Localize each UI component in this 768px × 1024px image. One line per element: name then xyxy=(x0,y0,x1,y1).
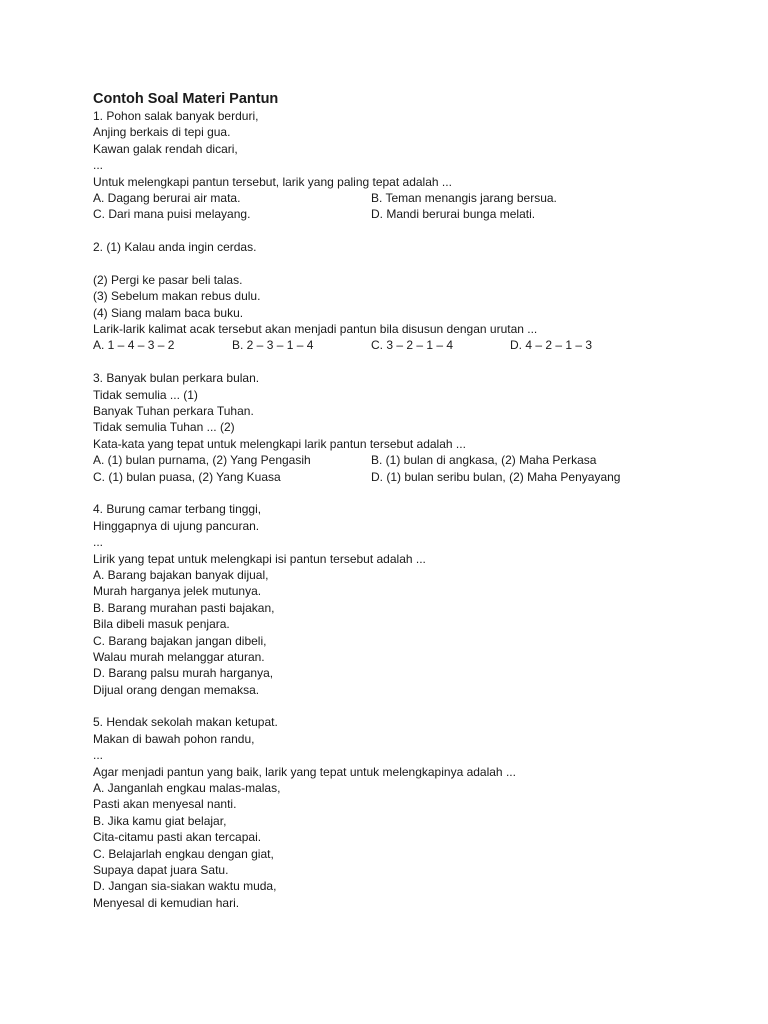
q5-option-a-line-2: Pasti akan menyesal nanti. xyxy=(93,797,237,812)
spacer xyxy=(93,223,693,239)
q5-option-c: C. Belajarlah engkau dengan giat, xyxy=(93,846,274,861)
q3-option-d: D. (1) bulan seribu bulan, (2) Maha Penyayang xyxy=(371,469,621,484)
q4-option-c-line-2: Walau murah melanggar aturan. xyxy=(93,649,265,664)
q1-option-d: D. Mandi berurai bunga melati. xyxy=(371,207,536,222)
q1-option-a: A. Dagang berurai air mata. xyxy=(93,190,241,205)
q2-option-b: B. 2 – 3 – 1 – 4 xyxy=(232,338,314,353)
q3-line: Tidak semulia Tuhan ... (2) xyxy=(93,420,235,435)
q5-option-c-line-2: Supaya dapat juara Satu. xyxy=(93,862,229,877)
q3-prompt: Kata-kata yang tepat untuk melengkapi larik pantun tersebut adalah ... xyxy=(93,436,466,451)
q3-option-a: A. (1) bulan purnama, (2) Yang Pengasih xyxy=(93,453,311,468)
q5-prompt: Agar menjadi pantun yang baik, larik yang tepat untuk melengkapinya adalah ... xyxy=(93,764,516,779)
q2-line: (3) Sebelum makan rebus dulu. xyxy=(93,289,261,304)
q4-option-d: D. Barang palsu murah harganya, xyxy=(93,666,274,681)
q4-line: Hinggapnya di ujung pancuran. xyxy=(93,518,260,533)
q1-options-row-2 xyxy=(93,206,693,222)
question-3 xyxy=(93,370,693,485)
spacer xyxy=(93,485,693,501)
q3-line: Tidak semulia ... (1) xyxy=(93,387,198,402)
q2-option-d: D. 4 – 2 – 1 – 3 xyxy=(510,338,593,353)
q1-options-row-1 xyxy=(93,190,693,206)
q4-option-c: C. Barang bajakan jangan dibeli, xyxy=(93,633,267,648)
spacer xyxy=(93,256,693,272)
q5-line: ... xyxy=(93,748,104,763)
q5-option-d-line-2: Menyesal di kemudian hari. xyxy=(93,895,240,910)
q5-option-a: A. Janganlah engkau malas-malas, xyxy=(93,781,281,796)
q2-option-a: A. 1 – 4 – 3 – 2 xyxy=(93,338,175,353)
q1-option-c: C. Dari mana puisi melayang. xyxy=(93,207,251,222)
q2-option-c: C. 3 – 2 – 1 – 4 xyxy=(371,338,454,353)
q3-options-row-1 xyxy=(93,452,693,468)
q4-option-d-line-2: Dijual orang dengan memaksa. xyxy=(93,682,260,697)
q5-option-d: D. Jangan sia-siakan waktu muda, xyxy=(93,879,277,894)
q4-option-b: B. Barang murahan pasti bajakan, xyxy=(93,600,275,615)
q2-prompt: Larik-larik kalimat acak tersebut akan menjadi pantun bila disusun dengan urutan ... xyxy=(93,322,538,337)
q3-line: Banyak Tuhan perkara Tuhan. xyxy=(93,404,254,419)
q1-line: Kawan galak rendah dicari, xyxy=(93,141,238,156)
q3-option-b: B. (1) bulan di angkasa, (2) Maha Perkasa xyxy=(371,453,597,468)
q5-option-b: B. Jika kamu giat belajar, xyxy=(93,813,227,828)
q3-options-row-2 xyxy=(93,469,693,485)
question-5 xyxy=(93,714,693,911)
question-1 xyxy=(93,108,693,223)
q1-line: ... xyxy=(93,158,104,173)
q2-line: 2. (1) Kalau anda ingin cerdas. xyxy=(93,240,257,255)
document-content xyxy=(93,90,693,911)
q5-option-b-line-2: Cita-citamu pasti akan tercapai. xyxy=(93,830,262,845)
q2-line: (4) Siang malam baca buku. xyxy=(93,305,244,320)
q4-option-a: A. Barang bajakan banyak dijual, xyxy=(93,567,269,582)
q4-option-b-line-2: Bila dibeli masuk penjara. xyxy=(93,617,230,632)
spacer xyxy=(93,698,693,714)
question-2 xyxy=(93,239,693,354)
q3-option-c: C. (1) bulan puasa, (2) Yang Kuasa xyxy=(93,469,281,484)
q2-line: (2) Pergi ke pasar beli talas. xyxy=(93,272,243,287)
q1-option-b: B. Teman menangis jarang bersua. xyxy=(371,190,557,205)
q2-options-row xyxy=(93,337,693,353)
q1-line: 1. Pohon salak banyak berduri, xyxy=(93,109,259,123)
q4-option-a-line-2: Murah harganya jelek mutunya. xyxy=(93,584,262,599)
document-title: Contoh Soal Materi Pantun xyxy=(93,91,279,107)
q4-line: ... xyxy=(93,535,104,550)
question-4 xyxy=(93,501,693,698)
q4-line: 4. Burung camar terbang tinggi, xyxy=(93,502,262,517)
q1-line: Anjing berkais di tepi gua. xyxy=(93,125,231,140)
q4-prompt: Lirik yang tepat untuk melengkapi isi pantun tersebut adalah ... xyxy=(93,551,426,566)
q3-line: 3. Banyak bulan perkara bulan. xyxy=(93,371,260,386)
q1-prompt: Untuk melengkapi pantun tersebut, larik yang paling tepat adalah ... xyxy=(93,174,452,189)
q5-line: Makan di bawah pohon randu, xyxy=(93,731,255,746)
q5-line: 5. Hendak sekolah makan ketupat. xyxy=(93,715,278,730)
spacer xyxy=(93,354,693,370)
